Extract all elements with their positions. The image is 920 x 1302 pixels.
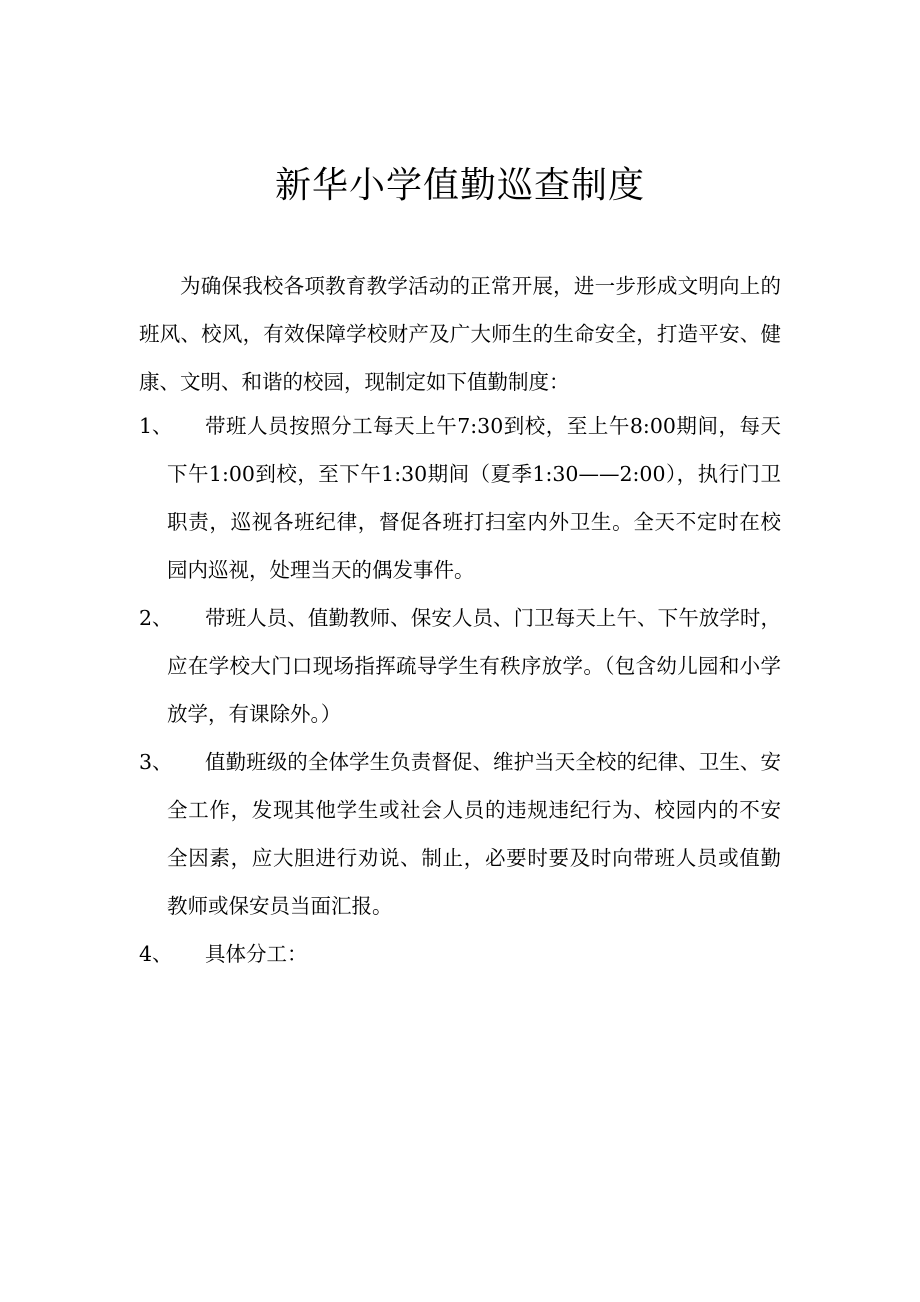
- list-item-1: [139, 402, 781, 594]
- list-item-number: 2、: [139, 606, 173, 630]
- list-item-number: 3、: [139, 750, 173, 774]
- list-item-text: 带班人员、值勤教师、保安人员、门卫每天上午、下午放学时，应在学校大门口现场指挥疏导学生有秩序放学。（包含幼儿园和小学放学，有课除外。）: [167, 606, 781, 726]
- list-item-4: [139, 930, 781, 978]
- list-item-number: 1、: [139, 414, 173, 438]
- list-item-3: [139, 738, 781, 930]
- list-item-text: 带班人员按照分工每天上午7:30到校，至上午8:00期间，每天下午1:00到校，至下午1:30期间（夏季1:30——2:00），执行门卫职责，巡视各班纪律，督促各班打扫室内外卫生。全天不定时在校园内巡视，处理当天的偶发事件。: [167, 414, 781, 582]
- document-title: 新华小学值勤巡查制度: [274, 165, 645, 206]
- intro-paragraph: 为确保我校各项教育教学活动的正常开展，进一步形成文明向上的班风、校风，有效保障学校财产及广大师生的生命安全，打造平安、健康、文明、和谐的校园，现制定如下值勤制度：: [139, 274, 781, 394]
- list-item-text: 具体分工：: [205, 942, 308, 966]
- list-item-2: [139, 594, 781, 738]
- list-item-text: 值勤班级的全体学生负责督促、维护当天全校的纪律、卫生、安全工作，发现其他学生或社会人员的违规违纪行为、校园内的不安全因素，应大胆进行劝说、制止，必要时要及时向带班人员或值勤教师或保安员当面汇报。: [167, 750, 781, 918]
- list-item-number: 4、: [139, 942, 173, 966]
